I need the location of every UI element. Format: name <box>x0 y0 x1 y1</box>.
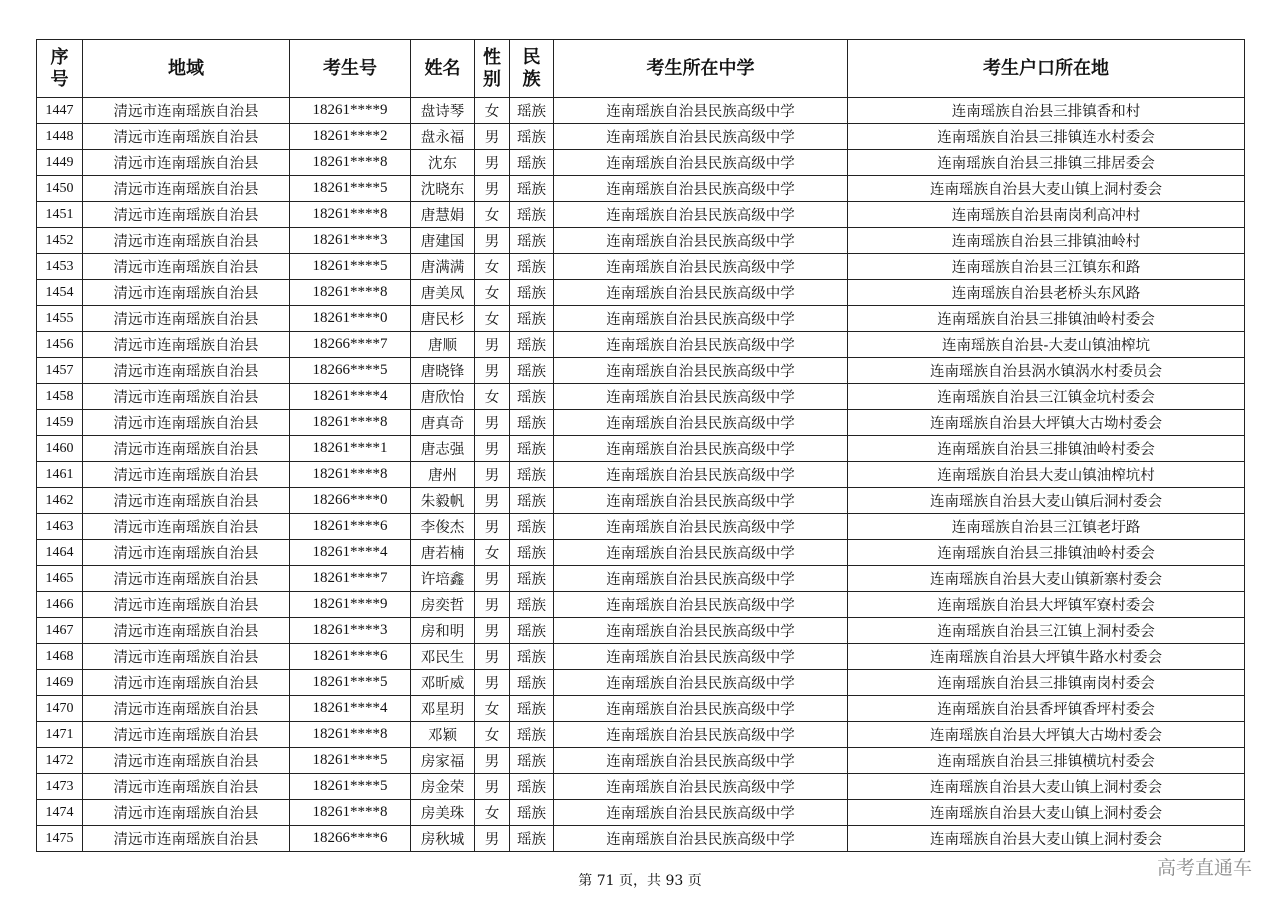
cell-ethnicity: 瑶族 <box>510 514 554 540</box>
cell-region: 清远市连南瑶族自治县 <box>83 436 290 462</box>
cell-gender: 女 <box>475 384 510 410</box>
cell-name: 唐建国 <box>411 228 475 254</box>
cell-school: 连南瑶族自治县民族高级中学 <box>554 202 848 228</box>
cell-region: 清远市连南瑶族自治县 <box>83 748 290 774</box>
table-row <box>37 514 1245 540</box>
cell-exam-no: 18261****7 <box>290 566 411 592</box>
cell-hukou: 连南瑶族自治县三江镇东和路 <box>848 254 1245 280</box>
cell-region: 清远市连南瑶族自治县 <box>83 696 290 722</box>
cell-hukou: 连南瑶族自治县三江镇上洞村委会 <box>848 618 1245 644</box>
cell-seq: 1449 <box>37 150 83 176</box>
cell-school: 连南瑶族自治县民族高级中学 <box>554 670 848 696</box>
cell-ethnicity: 瑶族 <box>510 800 554 826</box>
table-row <box>37 124 1245 150</box>
cell-name: 邓颖 <box>411 722 475 748</box>
cell-region: 清远市连南瑶族自治县 <box>83 410 290 436</box>
cell-school: 连南瑶族自治县民族高级中学 <box>554 540 848 566</box>
cell-seq: 1462 <box>37 488 83 514</box>
cell-gender: 男 <box>475 332 510 358</box>
cell-region: 清远市连南瑶族自治县 <box>83 488 290 514</box>
table-row <box>37 384 1245 410</box>
cell-name: 唐若楠 <box>411 540 475 566</box>
table-row <box>37 748 1245 774</box>
cell-gender: 女 <box>475 696 510 722</box>
cell-name: 盘诗琴 <box>411 98 475 124</box>
cell-school: 连南瑶族自治县民族高级中学 <box>554 566 848 592</box>
cell-hukou: 连南瑶族自治县三江镇金坑村委会 <box>848 384 1245 410</box>
cell-exam-no: 18261****9 <box>290 98 411 124</box>
cell-seq: 1469 <box>37 670 83 696</box>
header-ethnicity: 民族 <box>510 40 554 98</box>
table-row <box>37 228 1245 254</box>
cell-exam-no: 18266****0 <box>290 488 411 514</box>
header-gender: 性别 <box>475 40 510 98</box>
cell-gender: 女 <box>475 254 510 280</box>
cell-seq: 1448 <box>37 124 83 150</box>
cell-seq: 1464 <box>37 540 83 566</box>
table-row <box>37 722 1245 748</box>
cell-ethnicity: 瑶族 <box>510 488 554 514</box>
cell-hukou: 连南瑶族自治县三排镇连水村委会 <box>848 124 1245 150</box>
cell-exam-no: 18261****0 <box>290 306 411 332</box>
cell-name: 房家福 <box>411 748 475 774</box>
cell-region: 清远市连南瑶族自治县 <box>83 462 290 488</box>
cell-exam-no: 18261****6 <box>290 514 411 540</box>
cell-school: 连南瑶族自治县民族高级中学 <box>554 436 848 462</box>
cell-region: 清远市连南瑶族自治县 <box>83 670 290 696</box>
cell-exam-no: 18266****5 <box>290 358 411 384</box>
cell-gender: 女 <box>475 98 510 124</box>
cell-seq: 1457 <box>37 358 83 384</box>
cell-seq: 1473 <box>37 774 83 800</box>
cell-school: 连南瑶族自治县民族高级中学 <box>554 774 848 800</box>
cell-ethnicity: 瑶族 <box>510 176 554 202</box>
cell-ethnicity: 瑶族 <box>510 592 554 618</box>
cell-seq: 1450 <box>37 176 83 202</box>
cell-ethnicity: 瑶族 <box>510 696 554 722</box>
cell-hukou: 连南瑶族自治县大麦山镇新寨村委会 <box>848 566 1245 592</box>
cell-seq: 1456 <box>37 332 83 358</box>
cell-name: 李俊杰 <box>411 514 475 540</box>
cell-name: 唐晓锋 <box>411 358 475 384</box>
cell-ethnicity: 瑶族 <box>510 98 554 124</box>
cell-seq: 1459 <box>37 410 83 436</box>
cell-gender: 男 <box>475 566 510 592</box>
table-row <box>37 202 1245 228</box>
cell-region: 清远市连南瑶族自治县 <box>83 800 290 826</box>
header-region: 地域 <box>83 40 290 98</box>
cell-exam-no: 18261****9 <box>290 592 411 618</box>
cell-hukou: 连南瑶族自治县三排镇三排居委会 <box>848 150 1245 176</box>
table-row <box>37 358 1245 384</box>
cell-ethnicity: 瑶族 <box>510 722 554 748</box>
cell-school: 连南瑶族自治县民族高级中学 <box>554 176 848 202</box>
cell-name: 唐州 <box>411 462 475 488</box>
cell-gender: 女 <box>475 540 510 566</box>
cell-exam-no: 18261****6 <box>290 644 411 670</box>
cell-hukou: 连南瑶族自治县三排镇香和村 <box>848 98 1245 124</box>
cell-hukou: 连南瑶族自治县大麦山镇上洞村委会 <box>848 774 1245 800</box>
cell-gender: 男 <box>475 488 510 514</box>
cell-region: 清远市连南瑶族自治县 <box>83 722 290 748</box>
cell-seq: 1452 <box>37 228 83 254</box>
cell-ethnicity: 瑶族 <box>510 384 554 410</box>
cell-hukou: 连南瑶族自治县大麦山镇油榨坑村 <box>848 462 1245 488</box>
header-seq: 序号 <box>37 40 83 98</box>
cell-exam-no: 18261****4 <box>290 696 411 722</box>
cell-school: 连南瑶族自治县民族高级中学 <box>554 358 848 384</box>
cell-seq: 1475 <box>37 826 83 852</box>
cell-exam-no: 18261****4 <box>290 384 411 410</box>
table-row <box>37 436 1245 462</box>
cell-ethnicity: 瑶族 <box>510 410 554 436</box>
cell-seq: 1460 <box>37 436 83 462</box>
cell-name: 房金荣 <box>411 774 475 800</box>
cell-hukou: 连南瑶族自治县南岗利高冲村 <box>848 202 1245 228</box>
cell-hukou: 连南瑶族自治县三排镇南岗村委会 <box>848 670 1245 696</box>
cell-hukou: 连南瑶族自治县香坪镇香坪村委会 <box>848 696 1245 722</box>
cell-gender: 男 <box>475 228 510 254</box>
cell-region: 清远市连南瑶族自治县 <box>83 384 290 410</box>
cell-school: 连南瑶族自治县民族高级中学 <box>554 306 848 332</box>
table-row <box>37 540 1245 566</box>
cell-exam-no: 18261****3 <box>290 618 411 644</box>
cell-school: 连南瑶族自治县民族高级中学 <box>554 124 848 150</box>
cell-ethnicity: 瑶族 <box>510 644 554 670</box>
cell-seq: 1463 <box>37 514 83 540</box>
cell-hukou: 连南瑶族自治县三排镇油岭村委会 <box>848 436 1245 462</box>
cell-region: 清远市连南瑶族自治县 <box>83 98 290 124</box>
cell-hukou: 连南瑶族自治县大坪镇牛路水村委会 <box>848 644 1245 670</box>
cell-hukou: 连南瑶族自治县大麦山镇上洞村委会 <box>848 826 1245 852</box>
header-exam-no: 考生号 <box>290 40 411 98</box>
cell-region: 清远市连南瑶族自治县 <box>83 228 290 254</box>
table-row <box>37 176 1245 202</box>
cell-ethnicity: 瑶族 <box>510 150 554 176</box>
cell-hukou: 连南瑶族自治县三江镇老圩路 <box>848 514 1245 540</box>
cell-name: 房奕哲 <box>411 592 475 618</box>
cell-region: 清远市连南瑶族自治县 <box>83 150 290 176</box>
cell-region: 清远市连南瑶族自治县 <box>83 566 290 592</box>
cell-hukou: 连南瑶族自治县三排镇横坑村委会 <box>848 748 1245 774</box>
cell-school: 连南瑶族自治县民族高级中学 <box>554 462 848 488</box>
cell-name: 房美珠 <box>411 800 475 826</box>
cell-exam-no: 18261****1 <box>290 436 411 462</box>
cell-exam-no: 18261****8 <box>290 280 411 306</box>
cell-school: 连南瑶族自治县民族高级中学 <box>554 618 848 644</box>
cell-seq: 1472 <box>37 748 83 774</box>
cell-gender: 女 <box>475 202 510 228</box>
cell-hukou: 连南瑶族自治县涡水镇涡水村委员会 <box>848 358 1245 384</box>
cell-ethnicity: 瑶族 <box>510 566 554 592</box>
cell-exam-no: 18261****5 <box>290 670 411 696</box>
cell-seq: 1471 <box>37 722 83 748</box>
table-row <box>37 592 1245 618</box>
cell-school: 连南瑶族自治县民族高级中学 <box>554 150 848 176</box>
cell-gender: 男 <box>475 436 510 462</box>
table-row <box>37 254 1245 280</box>
cell-school: 连南瑶族自治县民族高级中学 <box>554 280 848 306</box>
cell-gender: 男 <box>475 124 510 150</box>
cell-school: 连南瑶族自治县民族高级中学 <box>554 748 848 774</box>
cell-seq: 1467 <box>37 618 83 644</box>
cell-seq: 1455 <box>37 306 83 332</box>
cell-seq: 1453 <box>37 254 83 280</box>
cell-hukou: 连南瑶族自治县三排镇油岭村 <box>848 228 1245 254</box>
cell-ethnicity: 瑶族 <box>510 202 554 228</box>
cell-name: 唐美凤 <box>411 280 475 306</box>
cell-ethnicity: 瑶族 <box>510 540 554 566</box>
cell-seq: 1466 <box>37 592 83 618</box>
cell-region: 清远市连南瑶族自治县 <box>83 774 290 800</box>
cell-hukou: 连南瑶族自治县三排镇油岭村委会 <box>848 540 1245 566</box>
cell-region: 清远市连南瑶族自治县 <box>83 826 290 852</box>
table-row <box>37 306 1245 332</box>
cell-seq: 1451 <box>37 202 83 228</box>
cell-name: 邓昕威 <box>411 670 475 696</box>
cell-seq: 1474 <box>37 800 83 826</box>
cell-school: 连南瑶族自治县民族高级中学 <box>554 332 848 358</box>
cell-exam-no: 18261****8 <box>290 150 411 176</box>
cell-exam-no: 18261****5 <box>290 254 411 280</box>
table-row <box>37 280 1245 306</box>
cell-gender: 男 <box>475 774 510 800</box>
cell-school: 连南瑶族自治县民族高级中学 <box>554 800 848 826</box>
cell-name: 唐志强 <box>411 436 475 462</box>
cell-region: 清远市连南瑶族自治县 <box>83 332 290 358</box>
cell-exam-no: 18261****8 <box>290 722 411 748</box>
cell-gender: 女 <box>475 306 510 332</box>
cell-exam-no: 18261****5 <box>290 748 411 774</box>
cell-name: 唐慧娟 <box>411 202 475 228</box>
cell-ethnicity: 瑶族 <box>510 826 554 852</box>
cell-exam-no: 18261****8 <box>290 800 411 826</box>
cell-ethnicity: 瑶族 <box>510 228 554 254</box>
table-row <box>37 826 1245 852</box>
cell-hukou: 连南瑶族自治县大坪镇大古坳村委会 <box>848 410 1245 436</box>
cell-gender: 男 <box>475 150 510 176</box>
cell-school: 连南瑶族自治县民族高级中学 <box>554 722 848 748</box>
cell-name: 房和明 <box>411 618 475 644</box>
cell-region: 清远市连南瑶族自治县 <box>83 280 290 306</box>
cell-region: 清远市连南瑶族自治县 <box>83 306 290 332</box>
cell-region: 清远市连南瑶族自治县 <box>83 202 290 228</box>
cell-exam-no: 18261****8 <box>290 202 411 228</box>
cell-name: 邓星玥 <box>411 696 475 722</box>
cell-gender: 男 <box>475 748 510 774</box>
cell-ethnicity: 瑶族 <box>510 462 554 488</box>
cell-region: 清远市连南瑶族自治县 <box>83 644 290 670</box>
cell-gender: 女 <box>475 280 510 306</box>
table-row <box>37 774 1245 800</box>
cell-name: 邓民生 <box>411 644 475 670</box>
cell-region: 清远市连南瑶族自治县 <box>83 540 290 566</box>
cell-exam-no: 18261****5 <box>290 176 411 202</box>
cell-seq: 1458 <box>37 384 83 410</box>
cell-hukou: 连南瑶族自治县大麦山镇上洞村委会 <box>848 176 1245 202</box>
cell-school: 连南瑶族自治县民族高级中学 <box>554 228 848 254</box>
cell-exam-no: 18261****5 <box>290 774 411 800</box>
cell-gender: 男 <box>475 826 510 852</box>
cell-seq: 1461 <box>37 462 83 488</box>
cell-gender: 男 <box>475 410 510 436</box>
table-row <box>37 462 1245 488</box>
cell-name: 唐真奇 <box>411 410 475 436</box>
cell-region: 清远市连南瑶族自治县 <box>83 514 290 540</box>
cell-school: 连南瑶族自治县民族高级中学 <box>554 410 848 436</box>
watermark: 高考直通车 <box>1156 857 1252 879</box>
cell-school: 连南瑶族自治县民族高级中学 <box>554 98 848 124</box>
cell-name: 沈晓东 <box>411 176 475 202</box>
cell-ethnicity: 瑶族 <box>510 774 554 800</box>
cell-name: 盘永福 <box>411 124 475 150</box>
cell-school: 连南瑶族自治县民族高级中学 <box>554 592 848 618</box>
cell-gender: 女 <box>475 722 510 748</box>
cell-hukou: 连南瑶族自治县-大麦山镇油榨坑 <box>848 332 1245 358</box>
cell-name: 唐顺 <box>411 332 475 358</box>
cell-gender: 男 <box>475 670 510 696</box>
table-row <box>37 644 1245 670</box>
cell-gender: 男 <box>475 176 510 202</box>
cell-region: 清远市连南瑶族自治县 <box>83 618 290 644</box>
candidate-table <box>36 39 1245 852</box>
cell-name: 唐满满 <box>411 254 475 280</box>
table-row <box>37 488 1245 514</box>
table-row <box>37 670 1245 696</box>
cell-ethnicity: 瑶族 <box>510 332 554 358</box>
cell-school: 连南瑶族自治县民族高级中学 <box>554 696 848 722</box>
cell-name: 许培鑫 <box>411 566 475 592</box>
cell-gender: 男 <box>475 644 510 670</box>
cell-seq: 1447 <box>37 98 83 124</box>
table-header-row <box>37 40 1245 98</box>
table-row <box>37 800 1245 826</box>
cell-school: 连南瑶族自治县民族高级中学 <box>554 488 848 514</box>
cell-school: 连南瑶族自治县民族高级中学 <box>554 254 848 280</box>
cell-ethnicity: 瑶族 <box>510 124 554 150</box>
cell-hukou: 连南瑶族自治县大坪镇军寮村委会 <box>848 592 1245 618</box>
page-number: 第 71 页，共 93 页 <box>578 873 702 889</box>
cell-region: 清远市连南瑶族自治县 <box>83 124 290 150</box>
cell-hukou: 连南瑶族自治县老桥头东风路 <box>848 280 1245 306</box>
cell-ethnicity: 瑶族 <box>510 670 554 696</box>
cell-hukou: 连南瑶族自治县大麦山镇上洞村委会 <box>848 800 1245 826</box>
cell-name: 唐民杉 <box>411 306 475 332</box>
cell-name: 唐欣怡 <box>411 384 475 410</box>
cell-exam-no: 18266****6 <box>290 826 411 852</box>
cell-gender: 男 <box>475 462 510 488</box>
cell-exam-no: 18261****8 <box>290 410 411 436</box>
cell-school: 连南瑶族自治县民族高级中学 <box>554 826 848 852</box>
table-row <box>37 410 1245 436</box>
cell-seq: 1470 <box>37 696 83 722</box>
cell-school: 连南瑶族自治县民族高级中学 <box>554 384 848 410</box>
cell-exam-no: 18266****7 <box>290 332 411 358</box>
header-hukou: 考生户口所在地 <box>848 40 1245 98</box>
cell-gender: 男 <box>475 358 510 384</box>
header-name: 姓名 <box>411 40 475 98</box>
table-row <box>37 696 1245 722</box>
cell-region: 清远市连南瑶族自治县 <box>83 254 290 280</box>
cell-gender: 女 <box>475 800 510 826</box>
cell-exam-no: 18261****8 <box>290 462 411 488</box>
cell-ethnicity: 瑶族 <box>510 358 554 384</box>
cell-name: 沈东 <box>411 150 475 176</box>
cell-seq: 1454 <box>37 280 83 306</box>
cell-ethnicity: 瑶族 <box>510 280 554 306</box>
cell-hukou: 连南瑶族自治县大坪镇大古坳村委会 <box>848 722 1245 748</box>
header-school: 考生所在中学 <box>554 40 848 98</box>
cell-region: 清远市连南瑶族自治县 <box>83 592 290 618</box>
cell-exam-no: 18261****4 <box>290 540 411 566</box>
cell-name: 房秋城 <box>411 826 475 852</box>
cell-school: 连南瑶族自治县民族高级中学 <box>554 644 848 670</box>
cell-region: 清远市连南瑶族自治县 <box>83 358 290 384</box>
cell-school: 连南瑶族自治县民族高级中学 <box>554 514 848 540</box>
cell-region: 清远市连南瑶族自治县 <box>83 176 290 202</box>
cell-exam-no: 18261****3 <box>290 228 411 254</box>
cell-seq: 1465 <box>37 566 83 592</box>
table-row <box>37 618 1245 644</box>
table-row <box>37 332 1245 358</box>
table-row <box>37 98 1245 124</box>
table-row <box>37 566 1245 592</box>
cell-ethnicity: 瑶族 <box>510 748 554 774</box>
cell-name: 朱毅帆 <box>411 488 475 514</box>
cell-ethnicity: 瑶族 <box>510 618 554 644</box>
cell-hukou: 连南瑶族自治县三排镇油岭村委会 <box>848 306 1245 332</box>
cell-ethnicity: 瑶族 <box>510 436 554 462</box>
cell-gender: 男 <box>475 618 510 644</box>
cell-ethnicity: 瑶族 <box>510 254 554 280</box>
table-row <box>37 150 1245 176</box>
cell-gender: 男 <box>475 592 510 618</box>
cell-hukou: 连南瑶族自治县大麦山镇后洞村委会 <box>848 488 1245 514</box>
cell-seq: 1468 <box>37 644 83 670</box>
cell-exam-no: 18261****2 <box>290 124 411 150</box>
cell-gender: 男 <box>475 514 510 540</box>
cell-ethnicity: 瑶族 <box>510 306 554 332</box>
